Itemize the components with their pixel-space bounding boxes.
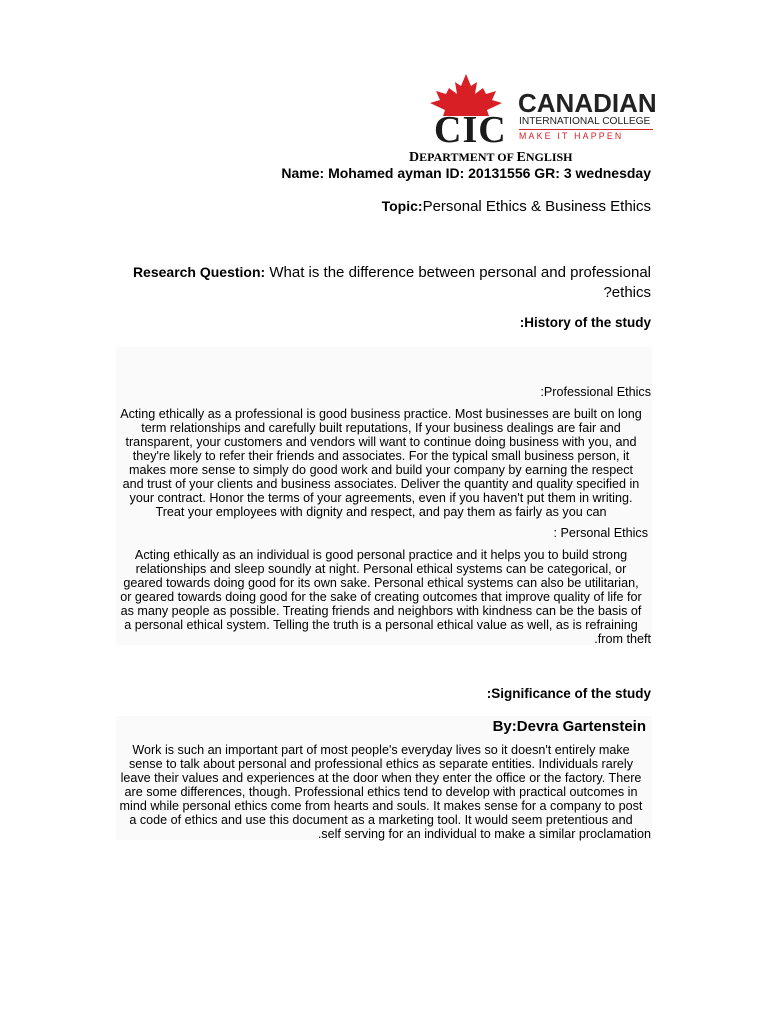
personal-ethics-label: : Personal Ethics [553, 526, 648, 540]
text-line: sense to talk about personal and professional ethics as separate entities. Individuals rarely [128, 757, 634, 771]
text-line: makes more sense to simply do good work and build your company by earning the respect [128, 463, 633, 477]
text-line: relationships and sleep soundly at night. Personal ethical systems can be categorical, or [135, 562, 627, 576]
text-line: are some differences, though. Professional ethics tend to develop with practical outcomes in [124, 785, 638, 799]
department-title [409, 150, 573, 166]
author-byline: By:Devra Gartenstein [492, 718, 646, 735]
department-text: EPARTMENT OF [419, 150, 514, 164]
professional-ethics-label: :Professional Ethics [540, 385, 651, 399]
significance-heading: :Significance of the study [486, 686, 651, 701]
research-question-line-1 [91, 262, 651, 283]
logo-name: CANADIAN [518, 88, 657, 118]
department-initial-e: E [516, 150, 526, 165]
professional-ethics-paragraph [111, 407, 651, 519]
text-line: mind while personal ethics come from hearts and souls. It makes sense for a company to post [119, 799, 643, 813]
logo-tagline: MAKE IT HAPPEN [519, 129, 653, 141]
topic-label: Topic: [381, 198, 423, 214]
student-info: Name: Mohamed ayman ID: 20131556 GR: 3 wednesday [281, 165, 651, 181]
history-heading: :History of the study [519, 315, 651, 330]
text-line: leave their values and experiences at the door when they enter the office or the factory. There [120, 771, 642, 785]
text-line: a code of ethics and use this document as a marketing tool. It would seem pretentious and [129, 813, 633, 827]
text-line: your contract. Honor the terms of your agreements, even if you haven't put them in writing. [129, 491, 633, 505]
text-line: a personal ethical system. Telling the truth is a personal ethical value as well, as is refraining [124, 618, 638, 632]
research-question-line-2: ?ethics [603, 284, 651, 301]
topic-value: Personal Ethics & Business Ethics [422, 198, 651, 215]
text-line: Treat your employees with dignity and respect, and pay them as fairly as you can [155, 505, 607, 519]
text-line: Work is such an important part of most people's everyday lives so it doesn't entirely make [132, 743, 630, 757]
text-line: geared towards doing good for its own sake. Personal ethical systems can also be utilitarian, [123, 576, 639, 590]
text-line: Acting ethically as an individual is good personal practice and it helps you to build strong [134, 548, 628, 562]
text-line: they're likely to refer their friends and associates. For the typical small business person, it [132, 449, 630, 463]
text-line: or geared towards doing good for the sake of creating outcomes that improve quality of life for [120, 590, 642, 604]
text-line: as many people as possible. Treating friends and neighbors with kindness can be the basis of [120, 604, 642, 618]
department-text-end: NGLISH [525, 150, 573, 164]
logo-subtitle: INTERNATIONAL COLLEGE [519, 116, 651, 127]
text-line: .from theft [594, 632, 651, 646]
college-logo [426, 72, 657, 151]
department-initial: D [409, 150, 420, 165]
significance-paragraph [111, 743, 651, 841]
text-line: term relationships and carefully built reputations, If your business dealings are fair and [141, 421, 621, 435]
text-line: transparent, your customers and vendors will want to continue doing business with you, and [125, 435, 637, 449]
research-question-label: Research Question: [132, 264, 266, 280]
topic-line [382, 198, 651, 215]
text-line: and trust of your clients and business associates. Deliver the quantity and quality specified in [122, 477, 640, 491]
research-question-text: What is the difference between personal and professional [265, 264, 651, 281]
logo-letters: CIC [434, 109, 507, 151]
personal-ethics-paragraph [111, 548, 651, 646]
text-line: Acting ethically as a professional is good business practice. Most businesses are built on long [120, 407, 642, 421]
research-question [91, 262, 651, 303]
text-line: .self serving for an individual to make a similar proclamation [317, 827, 651, 841]
